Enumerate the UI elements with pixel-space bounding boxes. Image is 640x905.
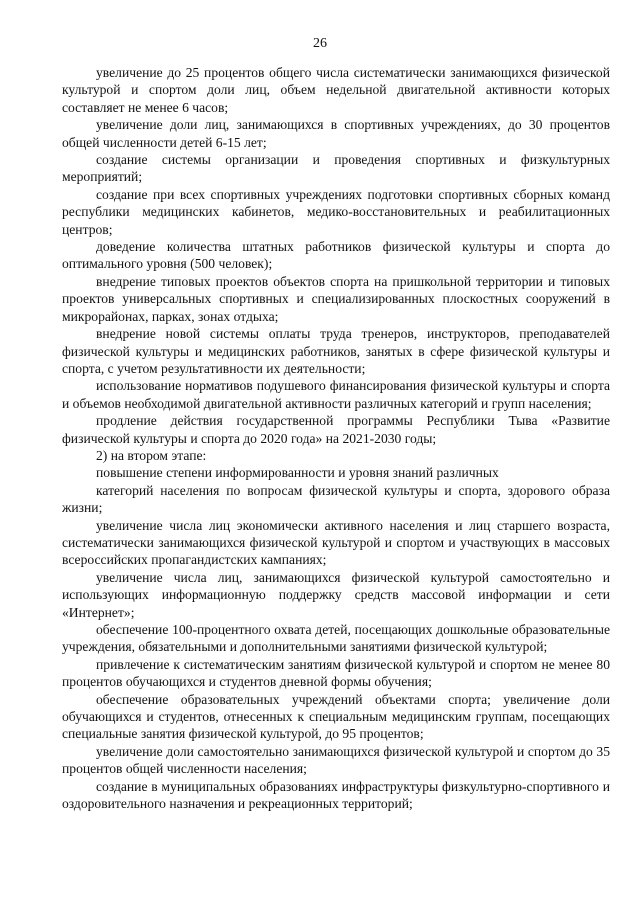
page-number: 26 — [313, 36, 327, 51]
list-item: внедрение новой системы оплаты труда тренеров, инструкторов, преподавателей физической культуры и медицинских работников, занятых в сфере физической культуры и спорта, с учетом результативности их деятельности; — [62, 326, 610, 376]
list-item: использование нормативов подушевого финансирования физической культуры и спорта и объемов необходимой двигательной активности различных категорий и групп населения; — [62, 378, 610, 411]
list-item: повышение степени информированности и уровня знаний различных — [96, 465, 499, 481]
list-item: увеличение доли лиц, занимающихся в спортивных учреждениях, до 30 процентов общей численности детей 6-15 лет; — [62, 117, 610, 150]
list-item: внедрение типовых проектов объектов спорта на пришкольной территории и типовых проектов универсальных спортивных и специализированных плоскостных сооружений в микрорайонах, парках, зонах отдыха; — [62, 273, 610, 324]
list-item: привлечение к систематическим занятиям физической культурой и спортом не менее 80 процентов обучающихся и студентов дневной формы обучения; — [62, 656, 610, 690]
list-item: увеличение числа лиц, занимающихся физической культурой самостоятельно и использующих информационную поддержку средств массовой информации и сети «Интернет»; — [62, 569, 610, 620]
list-item: увеличение до 25 процентов общего числа систематически занимающихся физической культурой и спортом доли лиц, объем недельной двигательной активности которых составляет не менее 6 часов; — [62, 65, 610, 115]
list-item: обеспечение образовательных учреждений объектами спорта; увеличение доли обучающихся и студентов, отнесенных к специальным медицинским группам, посещающих специальные занятия физической культурой, до 95 процентов; — [62, 691, 610, 742]
list-item: доведение количества штатных работников физической культуры и спорта до оптимального уровня (500 человек); — [62, 239, 610, 272]
section-heading: 2) на втором этапе: — [96, 447, 207, 463]
list-item: создание системы организации и проведения спортивных и физкультурных мероприятий; — [62, 152, 610, 185]
list-item: создание при всех спортивных учреждениях подготовки спортивных сборных команд республики медицинских кабинетов, медико-восстановительных и реабилитационных центров; — [62, 186, 610, 237]
list-item: создание в муниципальных образованиях инфраструктуры физкультурно-спортивного и оздоровительного назначения и рекреационных территорий; — [62, 778, 610, 812]
list-item: продление действия государственной программы Республики Тыва «Развитие физической культуры и спорта до 2020 года» на 2021-2030 годы; — [62, 413, 610, 446]
list-item: увеличение доли самостоятельно занимающихся физической культурой и спортом до 35 процентов общей численности населения; — [62, 743, 610, 777]
document-body — [62, 64, 610, 812]
list-item: категорий населения по вопросам физической культуры и спорта, здорового образа жизни; — [62, 482, 610, 516]
list-item: обеспечение 100-процентного охвата детей, посещающих дошкольные образовательные учреждения, обязательными и дополнительными занятиями физической культурой; — [62, 622, 610, 655]
list-item: увеличение числа лиц экономически активного населения и лиц старшего возраста, систематически занимающихся физической культурой и спортом и участвующих в массовых всероссийских пропагандистских кампаниях; — [62, 517, 610, 568]
